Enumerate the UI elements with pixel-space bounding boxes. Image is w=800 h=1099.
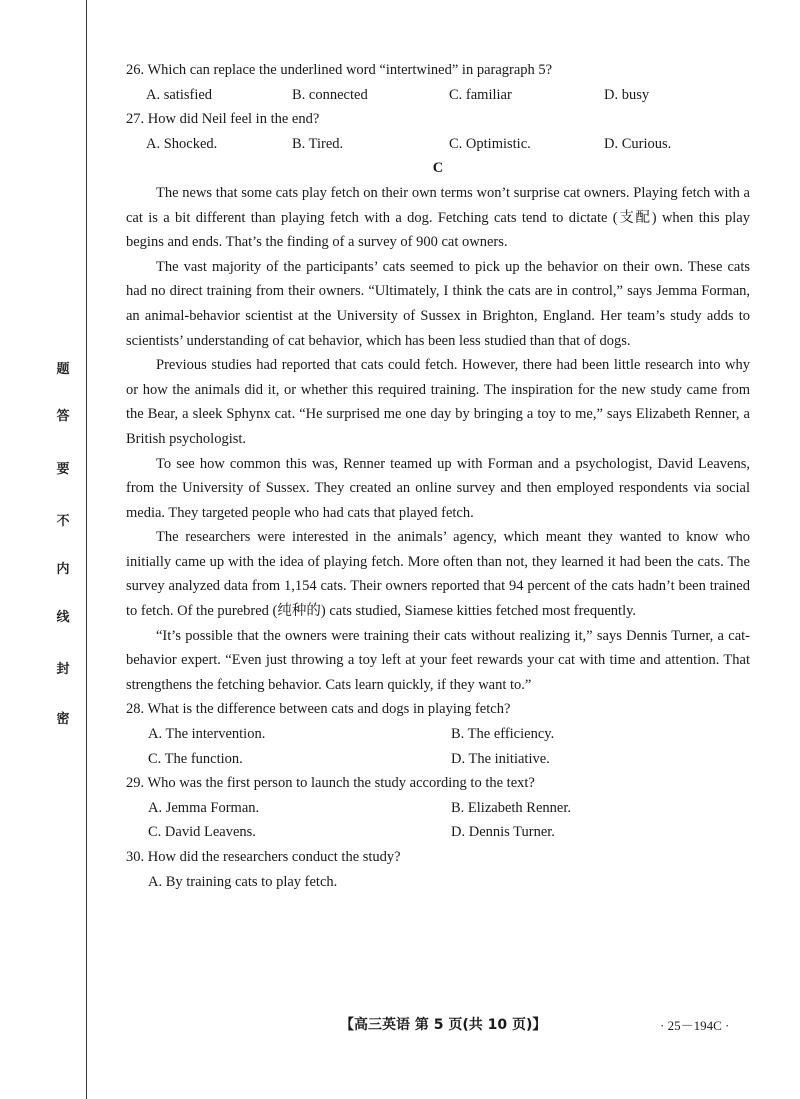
option-d[interactable]: D. Curious. [604,135,672,152]
question-27: 27. How did Neil feel in the end? [126,111,320,128]
page-footer-code: · 25－194C · [660,1018,730,1033]
seal-char: 要 [56,462,70,477]
passage-paragraph: Previous studies had reported that cats could fetch. However, there had been little research into why or how the animals did it, or whether this required training. The inspiration for the new study came from the Bear, a sleek Sphynx cat. “He surprised me one day by bringing a toy to me,” says Elizabeth Renner, a British psychologist. [126,357,750,447]
option-a[interactable]: A. satisfied [146,86,213,103]
page-footer-title: 【高三英语 第 5 页(共 10 页)】 [340,1017,547,1033]
passage-paragraph: The news that some cats play fetch on their own terms won’t surprise cat owners. Playing fetch with a cat is a bit different than playing fetch with a dog. Fetching cats tend to dictate (支配) when this play begins and ends. That’s the finding of a survey of 900 cat owners. [126,184,750,251]
passage-paragraph: “It’s possible that the owners were training their cats without realizing it,” says Dennis Turner, a cat-behavior expert. “Even just throwing a toy left at your feet rewards your cat with time and attention. That strengthens the fetching behavior. Cats learn quickly, if they want to.” [126,627,750,693]
seal-char: 线 [56,610,70,625]
option-b[interactable]: B. Tired. [292,135,344,152]
passage-paragraph: To see how common this was, Renner teamed up with Forman and a psychologist, David Leavens, from the University of Sussex. They created an online survey and then employed respondents via social media. They targeted people who had cats that played fetch. [126,455,750,521]
question-29-options-row-1 [126,796,750,821]
option-c[interactable]: C. familiar [449,86,512,103]
option-c[interactable]: C. Optimistic. [449,135,531,152]
option-a[interactable]: A. By training cats to play fetch. [148,873,338,890]
question-27-options [126,132,750,157]
question-30: 30. How did the researchers conduct the study? [126,849,401,865]
option-c[interactable]: C. The function. [148,750,243,767]
seal-char: 答 [56,409,70,424]
section-heading: C [432,160,444,177]
option-a[interactable]: A. Jemma Forman. [148,799,260,816]
exam-content [126,58,750,894]
question-29-options-row-2 [126,820,750,845]
binding-line [86,0,87,1099]
option-c[interactable]: C. David Leavens. [148,824,256,841]
option-d[interactable]: D. Dennis Turner. [451,824,555,841]
question-26: 26. Which can replace the underlined word “intertwined” in paragraph 5? [126,62,553,78]
seal-char: 封 [56,662,70,677]
question-28: 28. What is the difference between cats and dogs in playing fetch? [126,701,511,718]
passage-paragraph: The vast majority of the participants’ cats seemed to pick up the behavior on their own. These cats had no direct training from their owners. “Ultimately, I think the cats are in control,” says Jemma Forman, an animal-behavior scientist at the University of Sussex in Brighton, England. Her team’s study adds to scientists’ understanding of cat behavior, which has been less studied than that of dogs. [126,258,750,349]
option-b[interactable]: B. Elizabeth Renner. [451,799,571,816]
question-26-options [126,83,750,108]
seal-char: 题 [56,362,70,377]
seal-char: 密 [56,712,70,727]
option-a[interactable]: A. Shocked. [146,135,218,152]
seal-char: 内 [56,562,70,577]
option-b[interactable]: B. The efficiency. [451,726,555,743]
passage-paragraph: The researchers were interested in the animals’ agency, which meant they wanted to know who initially came up with the idea of playing fetch. More often than not, they learned it had been the cats. The survey analyzed data from 1,154 cats. Their owners reported that 94 percent of the cats hadn’t been trained to fetch. Of the purebred (纯种的) cats studied, Siamese kitties fetched most frequently. [126,529,750,620]
option-b[interactable]: B. connected [292,86,368,103]
seal-char: 不 [56,514,70,529]
option-d[interactable]: D. The initiative. [451,750,550,767]
question-29: 29. Who was the first person to launch the study according to the text? [126,775,535,792]
option-d[interactable]: D. busy [604,86,650,103]
question-28-options-row-2 [126,747,750,772]
question-30-options [126,870,750,895]
question-28-options-row-1 [126,722,750,747]
option-a[interactable]: A. The intervention. [148,726,266,743]
